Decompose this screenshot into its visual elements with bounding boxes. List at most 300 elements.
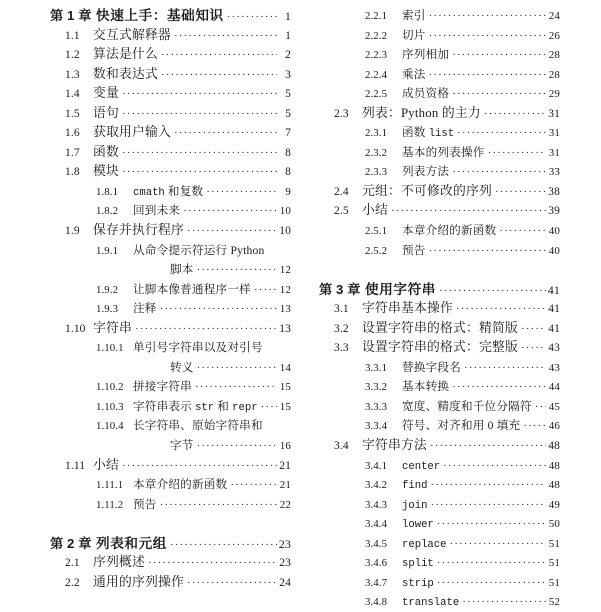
toc-entry-title: 替换字段名 xyxy=(402,360,461,374)
toc-entry-row[interactable] xyxy=(50,45,291,65)
toc-entry-number: 1.9.1 xyxy=(96,244,119,257)
toc-entry-title xyxy=(402,475,427,495)
toc-page-number: 44 xyxy=(548,381,560,394)
toc-entry-title: 基本的列表操作 xyxy=(402,145,485,159)
toc-page-number: 41 xyxy=(548,322,560,335)
toc-entry-number: 1.4 xyxy=(65,88,80,101)
dot-leader xyxy=(499,222,546,241)
dot-leader xyxy=(429,242,546,261)
toc-page-number: 48 xyxy=(548,440,560,453)
toc-page-number: 15 xyxy=(279,400,291,413)
dot-leader xyxy=(535,398,546,417)
toc-page-number: 52 xyxy=(548,596,560,609)
toc-entry-row[interactable] xyxy=(50,358,291,378)
dot-leader xyxy=(462,593,546,612)
dot-leader xyxy=(452,85,546,104)
toc-entry-title: 符号、对齐和用 0 填充 xyxy=(402,419,521,433)
dot-leader xyxy=(523,417,546,436)
dot-leader xyxy=(456,300,546,319)
dot-leader xyxy=(206,183,277,202)
toc-entry-number: 1.10.1 xyxy=(96,342,124,355)
toc-entry-row[interactable] xyxy=(319,436,560,456)
toc-entry-title: 序列相加 xyxy=(402,48,450,62)
toc-page-number: 12 xyxy=(279,264,291,277)
toc-entry-number: 2.1 xyxy=(65,557,80,570)
toc-page-number: 31 xyxy=(548,127,560,140)
dot-leader xyxy=(254,281,277,300)
toc-entry-number: 3.4 xyxy=(334,440,349,453)
toc-entry-row[interactable] xyxy=(50,241,291,261)
toc-entry-row[interactable] xyxy=(50,201,291,221)
toc-entry-row[interactable] xyxy=(319,299,560,319)
toc-page-number: 51 xyxy=(548,557,560,570)
toc-entry-number: 2.3.3 xyxy=(365,166,388,179)
toc-entry-title: 获取用户输入 xyxy=(93,125,171,140)
toc-page-number: 8 xyxy=(285,166,291,179)
toc-entry-title: 模块 xyxy=(93,164,119,179)
toc-page-number: 45 xyxy=(548,400,560,413)
toc-page-number: 7 xyxy=(285,127,291,140)
toc-entry-row[interactable] xyxy=(50,84,291,104)
toc-entry-title: 算法是什么 xyxy=(93,47,158,62)
toc-page-number: 3 xyxy=(285,68,291,81)
toc-entry-row[interactable] xyxy=(50,299,291,319)
toc-entry-number: 1.8 xyxy=(65,166,80,179)
toc-entry-number: 2.2.1 xyxy=(365,10,388,22)
toc-entry-number: 第 3 章 xyxy=(319,281,361,297)
toc-entry-title: 设置字符串的格式：精简版 xyxy=(362,320,518,335)
toc-entry-number: 1.6 xyxy=(65,127,80,140)
dot-leader xyxy=(195,378,277,397)
toc-entry-row[interactable] xyxy=(50,260,291,280)
toc-entry-title: 使用字符串 xyxy=(365,281,436,297)
toc-page-number: 21 xyxy=(279,479,291,492)
toc-entry-number: 1.11.2 xyxy=(96,498,124,511)
toc-entry-row[interactable] xyxy=(50,436,291,456)
dot-leader xyxy=(457,124,546,143)
toc-entry-title: 序列概述 xyxy=(93,555,145,570)
toc-entry-row[interactable] xyxy=(319,26,560,46)
dot-leader xyxy=(439,282,546,300)
dot-leader xyxy=(160,300,277,319)
toc-entry-row[interactable] xyxy=(50,397,291,417)
code-identifier: lower xyxy=(402,519,434,532)
toc-page-number: 48 xyxy=(548,479,560,492)
toc-entry-title: 预告 xyxy=(133,497,157,511)
toc-entry-title xyxy=(402,456,440,476)
dot-leader xyxy=(430,437,546,456)
dot-leader xyxy=(122,105,277,124)
code-identifier: cmath xyxy=(133,186,165,199)
toc-chapter-row[interactable] xyxy=(319,280,560,300)
toc-entry-title: 语句 xyxy=(93,105,119,120)
toc-entry-number: 2.5.2 xyxy=(365,244,388,257)
dot-leader xyxy=(197,261,277,280)
toc-entry-row[interactable] xyxy=(319,416,560,436)
toc-entry-title: 列表：Python 的主力 xyxy=(362,105,481,120)
dot-leader xyxy=(122,457,277,476)
dot-leader xyxy=(443,457,546,476)
toc-entry-number: 3.3.4 xyxy=(365,420,388,433)
toc-page-number: 49 xyxy=(548,498,560,511)
toc-entry-row[interactable] xyxy=(319,65,560,85)
toc-page-number: 43 xyxy=(548,361,560,374)
toc-entry-number: 2.2.2 xyxy=(365,29,388,42)
toc-entry-row[interactable] xyxy=(50,338,291,358)
toc-page-number: 12 xyxy=(279,283,291,296)
toc-page-number: 1 xyxy=(284,9,291,23)
code-identifier: replace xyxy=(402,538,447,551)
dot-leader xyxy=(430,476,546,495)
toc-page-number: 40 xyxy=(548,244,560,257)
toc-entry-title: 让脚本像普通程序一样 xyxy=(133,282,251,296)
dot-leader xyxy=(227,8,277,26)
toc-page-number: 50 xyxy=(548,518,560,531)
toc-entry-title: 索引 xyxy=(402,9,426,22)
toc-entry-row[interactable] xyxy=(319,358,560,378)
toc-entry-number: 3.4.4 xyxy=(365,518,388,531)
toc-entry-number: 第 2 章 xyxy=(50,535,92,551)
code-identifier: strip xyxy=(402,577,434,590)
toc-entry-number: 1.10.2 xyxy=(96,381,124,394)
toc-page-number: 28 xyxy=(548,49,560,62)
toc-page-number: 13 xyxy=(279,322,291,335)
toc-entry-number: 2.3.1 xyxy=(365,127,388,140)
section-spacer xyxy=(50,514,291,534)
dot-leader xyxy=(452,378,546,397)
toc-page-number: 22 xyxy=(279,498,291,511)
dot-leader xyxy=(122,144,277,163)
toc-entry-title: 设置字符串的格式：完整版 xyxy=(362,340,518,355)
toc-chapter-row[interactable] xyxy=(50,534,291,554)
toc-entry-number: 3.3.3 xyxy=(365,400,388,413)
dot-leader xyxy=(452,163,546,182)
toc-entry-number: 1.9 xyxy=(65,225,80,238)
toc-entry-title: 列表和元组 xyxy=(96,535,167,551)
dot-leader xyxy=(437,515,546,534)
toc-entry-row[interactable] xyxy=(50,416,291,436)
section-spacer xyxy=(319,260,560,280)
dot-leader xyxy=(430,496,546,515)
toc-entry-number: 3.1 xyxy=(334,303,349,316)
toc-entry-title: 字符串基本操作 xyxy=(362,301,453,316)
toc-entry-title: 字符串方法 xyxy=(362,438,427,453)
toc-entry-row[interactable] xyxy=(319,162,560,182)
dot-leader xyxy=(488,144,546,163)
toc-entry-title xyxy=(402,573,434,593)
toc-page-number: 16 xyxy=(279,440,291,453)
toc-page-number: 43 xyxy=(548,342,560,355)
toc-page-number: 46 xyxy=(548,420,560,433)
toc-page-number: 9 xyxy=(285,185,291,198)
code-identifier: translate xyxy=(402,597,460,610)
toc-entry-row[interactable] xyxy=(50,377,291,397)
toc-entry-title: 转义 xyxy=(170,360,194,374)
dot-leader xyxy=(452,46,546,65)
toc-page-number: 33 xyxy=(548,166,560,179)
toc-entry-title: 本章介绍的新函数 xyxy=(402,224,497,238)
toc-entry-title: 小结 xyxy=(93,457,119,472)
toc-entry-number: 1.10.3 xyxy=(96,400,124,413)
toc-entry-title: 基本转换 xyxy=(402,380,450,394)
toc-entry-title: 列表方法 xyxy=(402,165,450,179)
toc-entry-row[interactable] xyxy=(50,495,291,515)
toc-entry-title: 本章介绍的新函数 xyxy=(133,478,228,492)
toc-entry-number: 1.11 xyxy=(65,459,86,472)
toc-entry-number: 3.4.1 xyxy=(365,459,388,472)
toc-entry-title xyxy=(402,123,454,143)
toc-entry-row[interactable] xyxy=(50,65,291,85)
toc-entry-number: 1.10.4 xyxy=(96,420,124,433)
toc-entry-row[interactable] xyxy=(50,182,291,202)
toc-entry-title: 数和表达式 xyxy=(93,66,158,81)
toc-entry-row[interactable] xyxy=(50,162,291,182)
toc-entry-row[interactable] xyxy=(319,143,560,163)
code-identifier: split xyxy=(402,558,434,571)
toc-entry-number: 2.3 xyxy=(334,107,349,120)
toc-entry-number: 1.8.2 xyxy=(96,205,119,218)
toc-entry-row[interactable] xyxy=(50,123,291,143)
toc-entry-title xyxy=(133,397,258,417)
dot-leader xyxy=(161,66,277,85)
toc-entry-number: 3.4.7 xyxy=(365,576,388,589)
toc-page-number: 10 xyxy=(279,225,291,238)
toc-entry-row[interactable] xyxy=(319,182,560,202)
toc-entry-row[interactable] xyxy=(319,84,560,104)
toc-page-number: 2 xyxy=(285,49,291,62)
toc-column-right xyxy=(319,6,560,610)
toc-page-number: 5 xyxy=(285,107,291,120)
dot-leader xyxy=(450,535,546,554)
toc-entry-number: 3.3 xyxy=(334,342,349,355)
toc-entry-row[interactable] xyxy=(319,241,560,261)
toc-entry-title: 小结 xyxy=(362,203,388,218)
toc-entry-title xyxy=(402,553,434,573)
toc-entry-number: 2.2.3 xyxy=(365,49,388,62)
toc-entry-title: 脚本 xyxy=(170,263,194,277)
toc-entry-row[interactable] xyxy=(50,221,291,241)
dot-leader xyxy=(464,359,546,378)
toc-page-number: 40 xyxy=(548,225,560,238)
dot-leader xyxy=(391,202,546,221)
dot-leader xyxy=(187,574,277,593)
toc-entry-number: 1.2 xyxy=(65,49,80,62)
toc-entry-number: 1.5 xyxy=(65,107,80,120)
toc-entry-title: 保存并执行程序 xyxy=(93,223,184,238)
toc-column-left xyxy=(50,6,291,589)
dot-leader xyxy=(261,398,277,417)
toc-page-number: 23 xyxy=(279,557,291,570)
toc-page-number: 24 xyxy=(548,10,560,22)
toc-entry-row[interactable] xyxy=(50,104,291,124)
toc-entry-title: 单引号字符串以及对引号 xyxy=(133,341,263,355)
toc-entry-title: 字节 xyxy=(170,439,194,453)
toc-entry-row[interactable] xyxy=(50,143,291,163)
toc-entry-number: 2.5.1 xyxy=(365,225,388,238)
toc-page-number: 5 xyxy=(285,88,291,101)
dot-leader xyxy=(161,46,277,65)
toc-page-number: 38 xyxy=(548,185,560,198)
toc-entry-number: 2.4 xyxy=(334,185,349,198)
code-identifier: center xyxy=(402,460,441,473)
toc-entry-number: 3.3.1 xyxy=(365,361,388,374)
dot-leader xyxy=(437,574,546,593)
code-identifier: list xyxy=(428,128,455,141)
title-text: 和 xyxy=(214,399,233,413)
toc-entry-number: 第 1 章 xyxy=(50,8,92,23)
toc-entry-title: 通用的序列操作 xyxy=(93,574,184,589)
toc-entry-number: 1.9.3 xyxy=(96,303,119,316)
dot-leader xyxy=(197,437,277,456)
toc-entry-number: 1.8.1 xyxy=(96,185,119,198)
toc-entry-row[interactable] xyxy=(50,553,291,573)
dot-leader xyxy=(230,476,277,495)
toc-entry-title: 成员资格 xyxy=(402,87,450,101)
toc-entry-row[interactable] xyxy=(319,475,560,495)
toc-entry-row[interactable] xyxy=(319,123,560,143)
toc-entry-title xyxy=(133,182,203,202)
toc-entry-row[interactable] xyxy=(50,475,291,495)
toc-entry-row[interactable] xyxy=(50,456,291,476)
dot-leader xyxy=(484,105,546,124)
toc-entry-row[interactable] xyxy=(50,319,291,339)
toc-entry-title: 回到未来 xyxy=(133,204,181,218)
toc-page-number: 14 xyxy=(279,361,291,374)
toc-entry-title: 元组：不可修改的序列 xyxy=(362,183,492,198)
toc-entry-title xyxy=(402,514,434,534)
toc-entry-number: 1.3 xyxy=(65,68,80,81)
toc-page-number: 41 xyxy=(547,282,560,297)
toc-entry-title: 函数 xyxy=(93,144,119,159)
toc-entry-row[interactable] xyxy=(319,573,560,593)
toc-entry-number: 1.9.2 xyxy=(96,283,119,296)
toc-entry-row[interactable] xyxy=(319,338,560,358)
toc-entry-number: 2.5 xyxy=(334,205,349,218)
toc-page-number: 23 xyxy=(278,536,291,551)
toc-entry-title: 拼接字符串 xyxy=(133,380,192,394)
dot-leader xyxy=(122,163,277,182)
code-identifier: find xyxy=(402,480,428,493)
toc-entry-row[interactable] xyxy=(319,456,560,476)
toc-entry-row[interactable] xyxy=(319,45,560,65)
toc-entry-number: 3.4.8 xyxy=(365,596,388,609)
toc-page-number: 51 xyxy=(548,537,560,550)
dot-leader xyxy=(135,320,277,339)
dot-leader xyxy=(521,320,546,339)
toc-entry-row[interactable] xyxy=(319,319,560,339)
dot-leader xyxy=(429,7,546,26)
toc-entry-number: 1.10 xyxy=(65,322,86,335)
toc-entry-row[interactable] xyxy=(319,221,560,241)
toc-page-number: 39 xyxy=(548,205,560,218)
toc-page-number: 28 xyxy=(548,68,560,81)
dot-leader xyxy=(197,359,277,378)
toc-entry-title: 快速上手：基础知识 xyxy=(96,8,224,23)
dot-leader xyxy=(437,554,546,573)
toc-page-number: 51 xyxy=(548,576,560,589)
dot-leader xyxy=(187,222,277,241)
dot-leader xyxy=(429,27,546,46)
dot-leader xyxy=(495,183,546,202)
toc-entry-number: 2.3.2 xyxy=(365,146,388,159)
toc-page-number: 31 xyxy=(548,146,560,159)
title-text: 函数 xyxy=(402,126,429,140)
toc-entry-number: 3.3.2 xyxy=(365,381,388,394)
code-identifier: str xyxy=(195,401,215,414)
dot-leader xyxy=(174,27,277,46)
toc-entry-title: 注释 xyxy=(133,302,157,316)
toc-entry-row[interactable] xyxy=(319,377,560,397)
toc-entry-title xyxy=(402,495,427,515)
toc-entry-row[interactable] xyxy=(319,592,560,612)
toc-entry-title: 预告 xyxy=(402,243,426,257)
toc-entry-number: 1.11.1 xyxy=(96,479,124,492)
title-text: 字符串表示 xyxy=(133,399,196,413)
title-text: 和复数 xyxy=(164,184,204,198)
toc-entry-number: 2.2 xyxy=(65,576,80,589)
toc-entry-number: 2.2.4 xyxy=(365,68,388,81)
toc-entry-title xyxy=(402,534,447,554)
toc-entry-number: 1.1 xyxy=(65,29,80,42)
toc-page-number: 21 xyxy=(279,459,291,472)
toc-page-number: 48 xyxy=(548,459,560,472)
toc-entry-row[interactable] xyxy=(319,104,560,124)
toc-entry-title: 切片 xyxy=(402,28,426,42)
toc-page-number: 31 xyxy=(548,107,560,120)
toc-entry-row[interactable] xyxy=(319,201,560,221)
toc-page-number: 10 xyxy=(279,205,291,218)
toc-page-number: 26 xyxy=(548,29,560,42)
toc-entry-title: 变量 xyxy=(93,86,119,101)
toc-entry-title: 乘法 xyxy=(402,67,426,81)
toc-page-number: 24 xyxy=(279,576,291,589)
toc-entry-number: 3.4.6 xyxy=(365,557,388,570)
toc-entry-row[interactable] xyxy=(319,397,560,417)
toc-page-number: 29 xyxy=(548,88,560,101)
dot-leader xyxy=(183,202,277,221)
toc-page-number: 15 xyxy=(279,381,291,394)
toc-entry-row[interactable] xyxy=(319,6,560,26)
toc-entry-row[interactable] xyxy=(319,534,560,554)
toc-entry-row[interactable] xyxy=(319,514,560,534)
toc-entry-row[interactable] xyxy=(50,280,291,300)
toc-entry-number: 3.4.2 xyxy=(365,479,388,492)
toc-entry-row[interactable] xyxy=(319,495,560,515)
toc-entry-row[interactable] xyxy=(50,573,291,593)
toc-entry-title: 从命令提示符运行 Python xyxy=(133,243,265,257)
toc-entry-row[interactable] xyxy=(50,26,291,46)
toc-entry-title: 交互式解释器 xyxy=(93,27,171,42)
toc-page-number: 13 xyxy=(279,303,291,316)
dot-leader xyxy=(160,496,277,515)
toc-entry-number: 3.4.5 xyxy=(365,537,388,550)
toc-entry-number: 2.2.5 xyxy=(365,88,388,101)
dot-leader xyxy=(148,554,277,573)
toc-page-number: 8 xyxy=(285,146,291,159)
dot-leader xyxy=(429,66,546,85)
toc-entry-title xyxy=(402,592,459,612)
toc-page-number: 1 xyxy=(285,29,291,42)
dot-leader xyxy=(521,339,546,358)
toc-page-number: 41 xyxy=(548,303,560,316)
code-identifier: join xyxy=(402,499,428,512)
dot-leader xyxy=(170,536,277,554)
code-identifier: repr xyxy=(232,401,258,414)
toc-entry-row[interactable] xyxy=(319,553,560,573)
toc-chapter-row[interactable] xyxy=(50,6,291,26)
toc-entry-number: 3.4.3 xyxy=(365,498,388,511)
toc-entry-number: 3.2 xyxy=(334,322,349,335)
